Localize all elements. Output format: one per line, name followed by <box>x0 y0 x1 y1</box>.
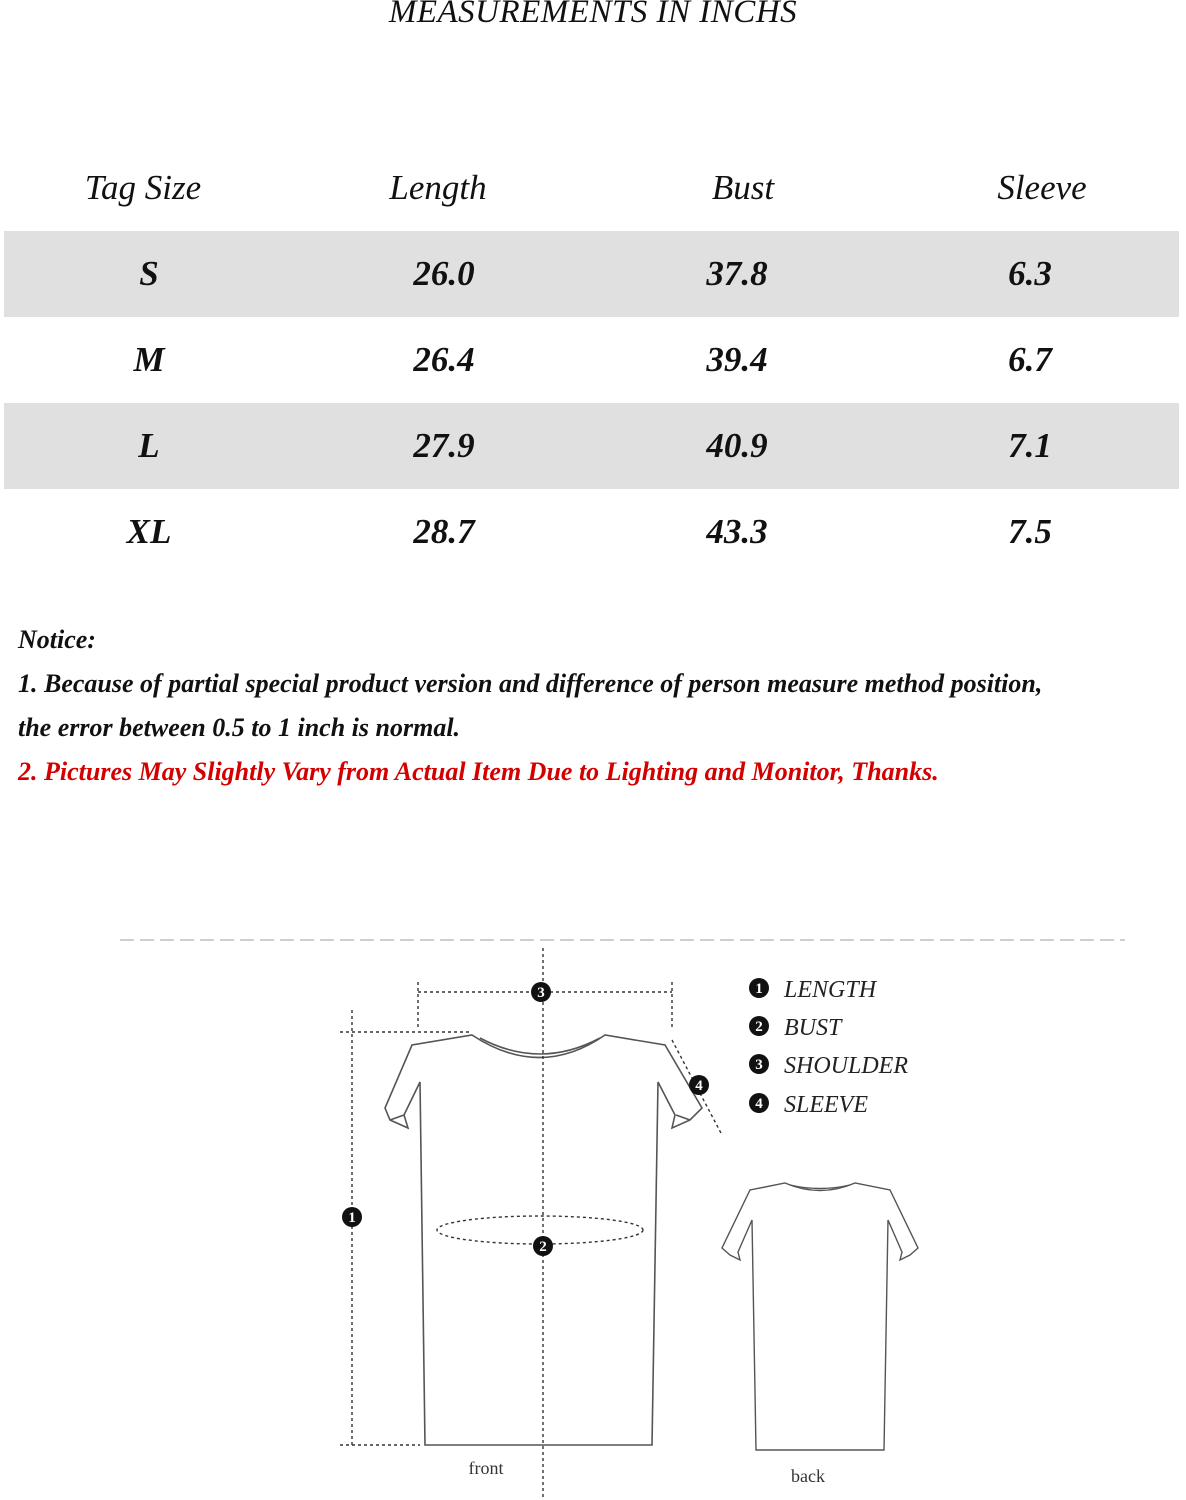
legend-length: LENGTH <box>784 977 877 1003</box>
header-bust: Bust <box>711 168 775 207</box>
table-row <box>4 231 1179 317</box>
table-row <box>4 489 1179 575</box>
svg-text:3: 3 <box>755 1057 763 1073</box>
cell-size: S <box>139 254 159 293</box>
svg-text:2: 2 <box>755 1019 763 1035</box>
cell-bust: 39.4 <box>706 340 768 379</box>
back-label: back <box>791 1466 825 1486</box>
notice-heading: Notice: <box>18 625 96 654</box>
notice-item-2: 2. Pictures May Slightly Vary from Actual Item Due to Lighting and Monitor, Thanks. <box>18 757 939 786</box>
header-tag-size: Tag Size <box>84 168 202 207</box>
svg-text:1: 1 <box>755 981 763 997</box>
legend-shoulder: SHOULDER <box>784 1053 908 1079</box>
notice-item-1: 1. Because of partial special product version and difference of person measure method position, <box>18 669 1043 698</box>
svg-text:4: 4 <box>695 1078 703 1094</box>
cell-sleeve: 6.7 <box>1008 340 1052 379</box>
header-sleeve: Sleeve <box>997 168 1087 207</box>
cell-length: 27.9 <box>413 426 475 465</box>
svg-text:1: 1 <box>348 1210 356 1226</box>
cell-bust: 40.9 <box>706 426 768 465</box>
cell-bust: 37.8 <box>706 254 768 293</box>
measurement-guides <box>340 948 722 1500</box>
svg-text:3: 3 <box>537 985 545 1001</box>
cell-sleeve: 7.5 <box>1008 512 1052 551</box>
cell-size: L <box>138 426 160 465</box>
cell-size: M <box>133 340 165 379</box>
table-row <box>4 403 1179 489</box>
cell-length: 26.4 <box>413 340 475 379</box>
cell-length: 28.7 <box>413 512 475 551</box>
cell-bust: 43.3 <box>706 512 768 551</box>
diagram-legend <box>749 977 908 1118</box>
svg-text:4: 4 <box>755 1096 763 1112</box>
legend-sleeve: SLEEVE <box>784 1092 868 1118</box>
back-tshirt-illustration <box>722 1183 918 1450</box>
cell-sleeve: 7.1 <box>1008 426 1052 465</box>
header-length: Length <box>389 168 487 207</box>
notice-item-1-continued: the error between 0.5 to 1 inch is normal. <box>18 713 461 742</box>
page-title: MEASUREMENTS IN INCHS <box>388 0 798 30</box>
table-row <box>4 317 1179 403</box>
size-chart-table <box>4 145 1179 575</box>
measurement-markers <box>342 982 709 1256</box>
measurement-diagram <box>0 930 1186 1500</box>
cell-size: XL <box>126 512 172 551</box>
svg-text:2: 2 <box>539 1239 547 1255</box>
legend-bust: BUST <box>784 1015 842 1041</box>
table-header-row <box>4 145 1179 231</box>
front-label: front <box>468 1458 504 1478</box>
notice-block <box>18 618 1183 794</box>
cell-length: 26.0 <box>413 254 475 293</box>
cell-sleeve: 6.3 <box>1008 254 1052 293</box>
